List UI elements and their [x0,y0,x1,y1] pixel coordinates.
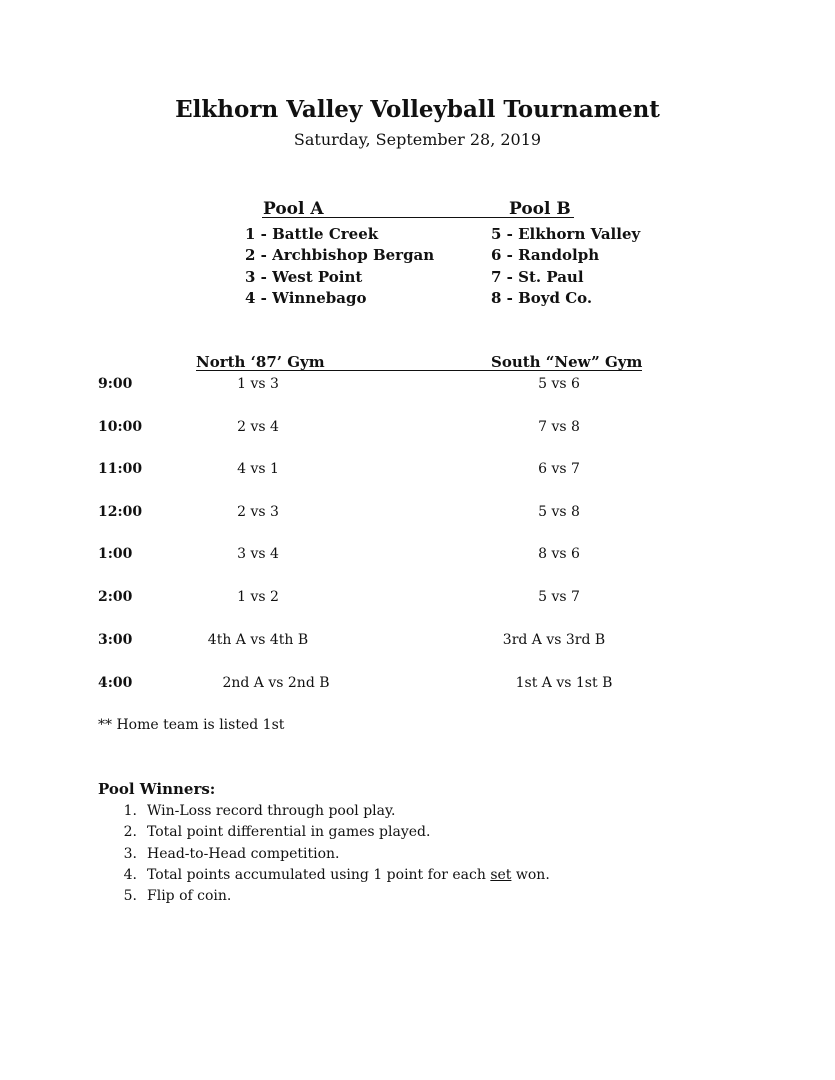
criterion-text-part: Total points accumulated using 1 point for each [147,867,491,883]
pool-b-team: 5 - Elkhorn Valley [491,225,641,243]
criterion-number: 5. [123,888,137,904]
south-gym-game: 5 vs 8 [538,504,580,520]
underlined-word: set [490,867,512,883]
criterion-text: Head-to-Head competition. [147,846,340,862]
south-gym-heading: South “New” Gym [491,353,643,371]
south-gym-game: 7 vs 8 [538,419,580,435]
time-slot: 4:00 [98,675,133,691]
south-gym-game: 8 vs 6 [538,546,580,562]
time-slot: 11:00 [98,461,143,477]
criterion-number: 3. [123,846,137,862]
criterion-number: 4. [123,867,137,883]
gym-heading-underline [196,370,642,371]
north-gym-game: 3 vs 4 [237,546,279,562]
south-gym-game: 6 vs 7 [538,461,580,477]
pool-a-team: 1 - Battle Creek [245,225,379,243]
pool-b-team: 6 - Randolph [491,246,600,264]
north-gym-heading: North ‘87’ Gym [196,353,325,371]
time-slot: 9:00 [98,376,133,392]
criterion-number: 1. [123,803,137,819]
south-gym-game: 3rd A vs 3rd B [502,632,606,648]
criterion-text: Flip of coin. [147,888,232,904]
time-slot: 3:00 [98,632,133,648]
criterion-text: Total point differential in games played. [147,824,431,840]
south-gym-game: 5 vs 7 [538,589,580,605]
pool-a-heading: Pool A [263,199,324,219]
pool-a-team: 4 - Winnebago [245,289,367,307]
criterion-text: Win-Loss record through pool play. [147,803,396,819]
criterion-text-part: won. [511,867,550,883]
pool-b-heading: Pool B [509,199,571,219]
north-gym-game: 4 vs 1 [237,461,279,477]
south-gym-game: 1st A vs 1st B [515,675,613,691]
pool-b-team: 8 - Boyd Co. [491,289,593,307]
north-gym-game: 2nd A vs 2nd B [222,675,330,691]
pool-a-team: 3 - West Point [245,268,363,286]
north-gym-game: 1 vs 2 [237,589,279,605]
pool-winners-heading: Pool Winners: [98,780,216,798]
event-date: Saturday, September 28, 2019 [293,130,542,149]
pool-b-team: 7 - St. Paul [491,268,584,286]
criterion-text [147,867,550,883]
time-slot: 12:00 [98,504,143,520]
south-gym-game: 5 vs 6 [538,376,580,392]
time-slot: 2:00 [98,589,133,605]
time-slot: 10:00 [98,419,143,435]
home-team-note: ** Home team is listed 1st [98,717,285,733]
time-slot: 1:00 [98,546,133,562]
pool-heading-underline [262,217,574,218]
north-gym-game: 2 vs 4 [237,419,279,435]
north-gym-game: 4th A vs 4th B [207,632,309,648]
page-title: Elkhorn Valley Volleyball Tournament [175,96,660,123]
pool-a-team: 2 - Archbishop Bergan [245,246,435,264]
north-gym-game: 2 vs 3 [237,504,279,520]
north-gym-game: 1 vs 3 [237,376,279,392]
criterion-number: 2. [123,824,137,840]
